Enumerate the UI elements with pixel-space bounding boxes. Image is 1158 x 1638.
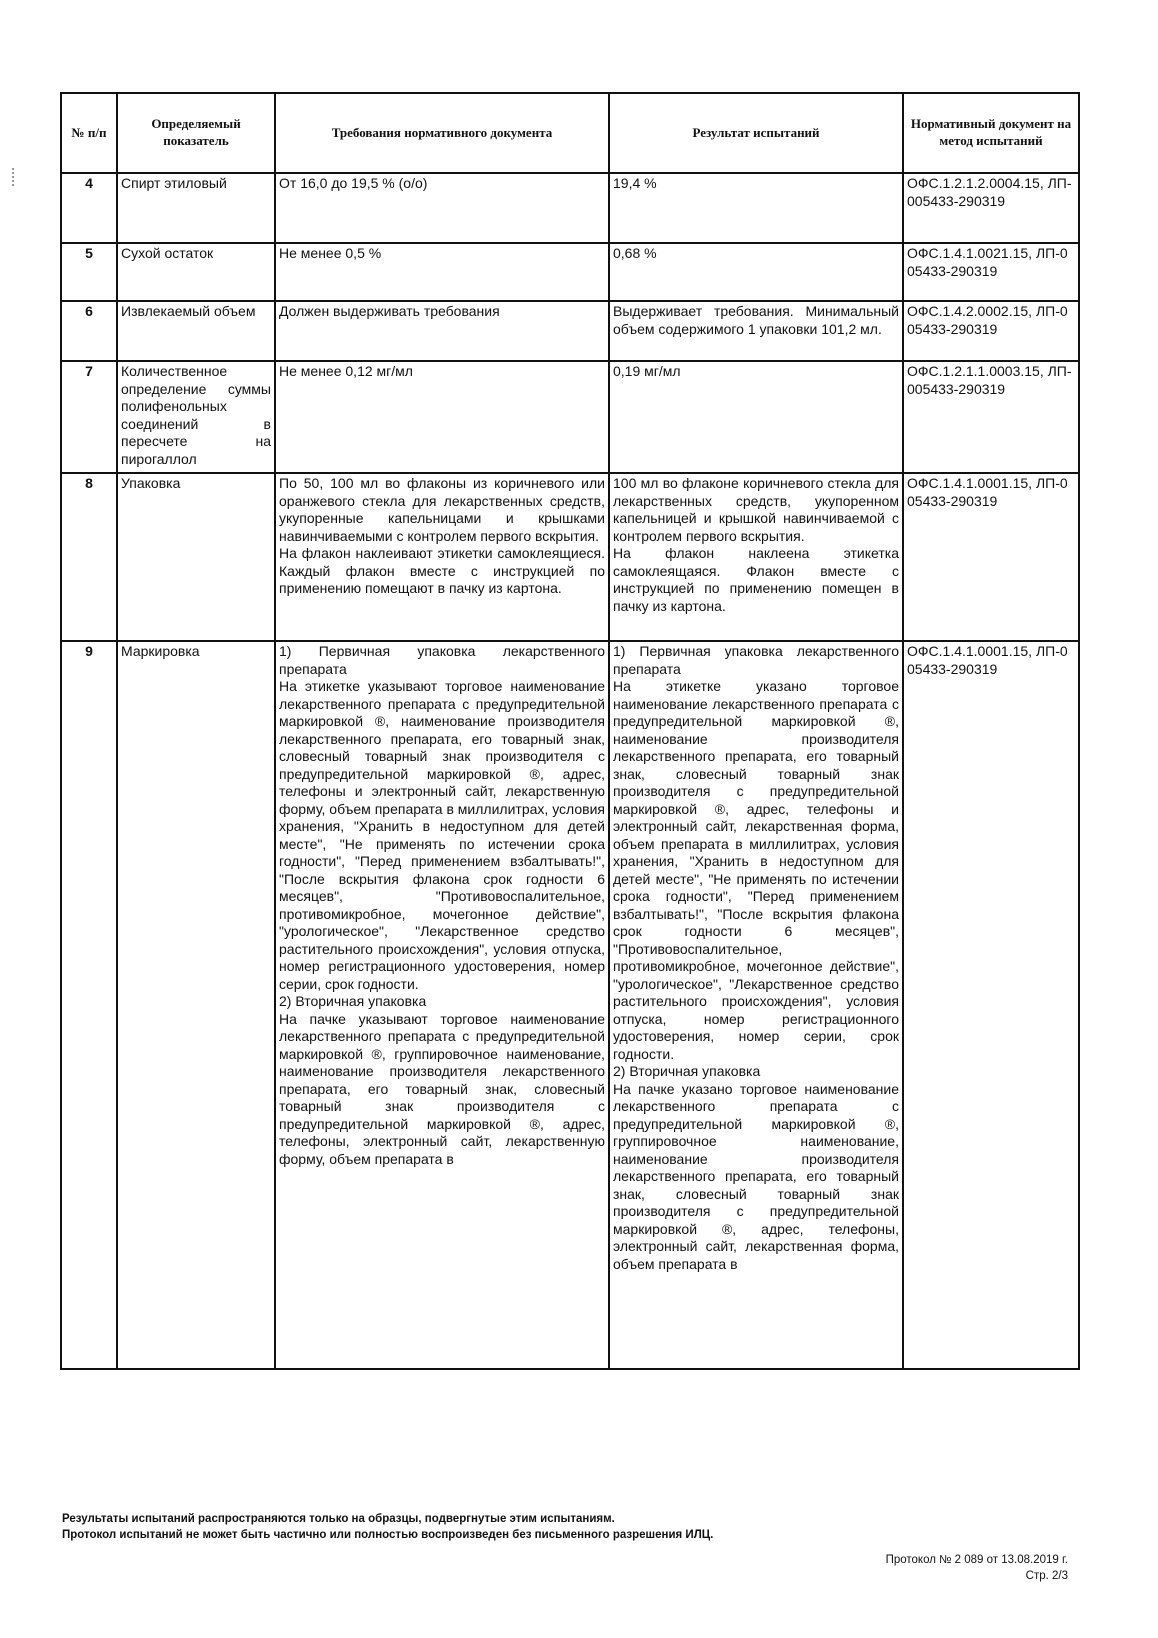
row-method: ОФС.1.4.1.0001.15, ЛП-005433-290319 xyxy=(903,641,1079,1369)
header-requirement: Требования нормативного документа xyxy=(275,93,609,173)
footer-line: Протокол испытаний не может быть частично или полностью воспроизведен без письменного разрешения ИЛЦ. xyxy=(62,1528,714,1541)
secondary-packaging-title: 2) Вторичная упаковка xyxy=(279,993,427,1009)
row-result: Выдерживает требования. Минимальный объем содержимого 1 упаковки 101,2 мл. xyxy=(609,301,903,361)
primary-packaging-text: На этикетке указывают торговое наименование лекарственного препарата с предупредительной маркировкой ®, наименование производителя лекарственного препарата, его товарный знак, словесный товарный знак производителя с предупредительной маркировкой ®, адрес, телефоны и электронный сайт, лекарственную форму, объем препарата в миллилитрах, условия хранения, "Хранить в недоступном для детей месте", "Не применять по истечении срока годности", "Перед применением взбалтывать!", "После вскрытия флакона срок годности 6 месяцев", "Противовоспалительное, противомикробное, мочегонное действие", "урологическое", "Лекарственное средство растительного происхождения", условия отпуска, номер регистрационного удостоверения, номер серии, срок годности. xyxy=(279,678,605,992)
row-method: ОФС.1.4.2.0002.15, ЛП-005433-290319 xyxy=(903,301,1079,361)
table-row xyxy=(61,173,1079,243)
row-requirement: Не менее 0,12 мг/мл xyxy=(275,361,609,473)
row-indicator: Маркировка xyxy=(117,641,275,1369)
requirement-paragraph: На флакон наклеивают этикетки самоклеящиеся. Каждый флакон вместе с инструкцией по применению помещают в пачку из картона. xyxy=(279,545,605,596)
margin-mark xyxy=(12,168,16,186)
primary-packaging-title: 1) Первичная упаковка лекарственного препарата xyxy=(613,643,899,677)
footer-line: Результаты испытаний распространяются только на образцы, подвергнутые этим испытаниям. xyxy=(62,1513,615,1525)
table-row xyxy=(61,641,1079,1369)
row-indicator: Количественное определение суммы полифенольных соединений в пересчете на пирогаллол xyxy=(117,361,275,473)
row-result: 19,4 % xyxy=(609,173,903,243)
row-requirement: От 16,0 до 19,5 % (о/о) xyxy=(275,173,609,243)
row-num: 6 xyxy=(61,301,117,361)
table-row xyxy=(61,301,1079,361)
result-paragraph: 100 мл во флаконе коричневого стекла для лекарственных средств, укупоренном капельницей и крышкой навинчиваемой с контролем первого вскрытия. xyxy=(613,475,899,544)
primary-packaging-title: 1) Первичная упаковка лекарственного препарата xyxy=(279,643,605,677)
row-method: ОФС.1.2.1.1.0003.15, ЛП-005433-290319 xyxy=(903,361,1079,473)
primary-packaging-text: На этикетке указано торговое наименование лекарственного препарата с предупредительной маркировкой ®, наименование производителя лекарственного препарата, его товарный знак, словесный товарный знак производителя с предупредительной маркировкой ®, адрес, телефоны и электронный сайт, лекарственная форма, объем препарата в миллилитрах, условия хранения, "Хранить в недоступном для детей месте", "Не применять по истечении срока годности", "Перед применением взбалтывать!", "После вскрытия флакона срок годности 6 месяцев", "Противовоспалительное, противомикробное, мочегонное действие", "урологическое", "Лекарственное средство растительного происхождения", условия отпуска, номер регистрационного удостоверения, номер серии, срок годности. xyxy=(613,678,899,1062)
table-row xyxy=(61,361,1079,473)
row-num: 5 xyxy=(61,243,117,301)
row-indicator: Упаковка xyxy=(117,473,275,641)
row-requirement: Должен выдерживать требования xyxy=(275,301,609,361)
result-paragraph: На флакон наклеена этикетка самоклеящаяся. Флакон вместе с инструкцией по применению помещен в пачку из картона. xyxy=(613,545,899,614)
requirement-paragraph: По 50, 100 мл во флаконы из коричневого или оранжевого стекла для лекарственных средств, укупоренные капельницами и крышками навинчиваемыми с контролем первого вскрытия. xyxy=(279,475,605,544)
row-method: ОФС.1.2.1.2.0004.15, ЛП-005433-290319 xyxy=(903,173,1079,243)
test-results-table xyxy=(60,92,1080,1370)
header-num: № п/п xyxy=(61,93,117,173)
table-row xyxy=(61,243,1079,301)
row-method: ОФС.1.4.1.0001.15, ЛП-005433-290319 xyxy=(903,473,1079,641)
row-result: 0,68 % xyxy=(609,243,903,301)
page-number: Стр. 2/3 xyxy=(1025,1570,1068,1583)
header-indicator: Определяемый показатель xyxy=(117,93,275,173)
header-method: Нормативный документ на метод испытаний xyxy=(903,93,1079,173)
secondary-packaging-text: На пачке указывают торговое наименование лекарственного препарата с предупредительной маркировкой ®, группировочное наименование, наименование производителя лекарственного препарата, его товарный знак, словесный товарный знак производителя с предупредительной маркировкой ®, адрес, телефоны, электронный сайт, лекарственную форму, объем препарата в xyxy=(279,1010,605,1167)
row-indicator: Сухой остаток xyxy=(117,243,275,301)
row-method: ОФС.1.4.1.0021.15, ЛП-005433-290319 xyxy=(903,243,1079,301)
table-row xyxy=(61,473,1079,641)
secondary-packaging-text: На пачке указано торговое наименование лекарственного препарата с предупредительной маркировкой ®, группировочное наименование, наименование производителя лекарственного препарата, его товарный знак, словесный товарный знак производителя с предупредительной маркировкой ®, адрес, телефоны, электронный сайт, лекарственная форма, объем препарата в xyxy=(613,1080,899,1272)
row-indicator: Спирт этиловый xyxy=(117,173,275,243)
protocol-number: Протокол № 2 089 от 13.08.2019 г. xyxy=(885,1554,1068,1566)
row-num: 8 xyxy=(61,473,117,641)
row-num: 4 xyxy=(61,173,117,243)
row-indicator: Извлекаемый объем xyxy=(117,301,275,361)
protocol-reference xyxy=(886,1552,1068,1584)
header-result: Результат испытаний xyxy=(609,93,903,173)
row-num: 9 xyxy=(61,641,117,1369)
footer-disclaimer xyxy=(62,1512,713,1543)
table-header-row xyxy=(61,93,1079,173)
row-requirement xyxy=(275,641,609,1369)
row-result: 0,19 мг/мл xyxy=(609,361,903,473)
row-requirement xyxy=(275,473,609,641)
row-requirement: Не менее 0,5 % xyxy=(275,243,609,301)
row-result xyxy=(609,641,903,1369)
row-num: 7 xyxy=(61,361,117,473)
secondary-packaging-title: 2) Вторичная упаковка xyxy=(613,1063,761,1079)
row-result xyxy=(609,473,903,641)
